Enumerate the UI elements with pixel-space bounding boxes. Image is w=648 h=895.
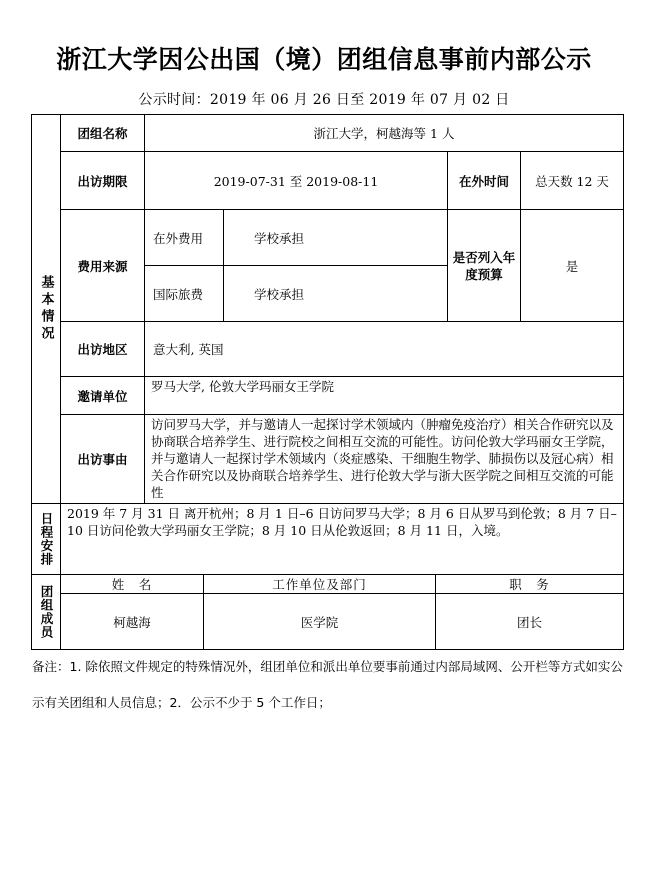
region-label: 出访地区 [60, 321, 144, 376]
member-name: 柯越海 [60, 593, 203, 649]
member-unit: 医学院 [203, 593, 435, 649]
funding-label: 费用来源 [60, 209, 144, 321]
funding-source-abroad: 学校承担 [223, 209, 447, 265]
member-position: 团长 [435, 593, 623, 649]
members-header-unit: 工作单位及部门 [203, 574, 435, 593]
funding-type-travel: 国际旅费 [144, 265, 223, 321]
purpose-value: 访问罗马大学，并与邀请人一起探讨学术领域内（肿瘤免疫治疗）相关合作研究以及协商联合培养学生、进行院校之间相互交流的可能性。访问伦敦大学玛丽女王学院，并与邀请人一起探讨学术领域内（炎症感染、干细胞生物学、肺损伤以及冠心病）相关合作研究以及协商联合培养学生、进行伦敦大学与浙大医学院之间相互交流的可能性 [144, 414, 623, 503]
schedule-value: 2019 年 7 月 31 日 离开杭州；8 月 1 日–6 日访问罗马大学；8 月 6 日从罗马到伦敦；8 月 7 日–10 日访问伦敦大学玛丽女王学院；8 月 10 日从伦敦返回；8 月 11 日，入境。 [60, 503, 623, 574]
table-outer-border [31, 114, 624, 650]
section-basic-info: 基本情况 [31, 114, 60, 503]
period-label: 出访期限 [60, 151, 144, 209]
group-name-value: 浙江大学，柯越海等 1 人 [144, 114, 623, 151]
abroad-time-value: 总天数 12 天 [520, 151, 623, 209]
funding-type-abroad: 在外费用 [144, 209, 223, 265]
inviter-value: 罗马大学, 伦敦大学玛丽女王学院 [144, 376, 623, 414]
section-members: 团组成员 [31, 574, 60, 649]
purpose-label: 出访事由 [60, 414, 144, 503]
abroad-time-label: 在外时间 [447, 151, 520, 209]
note-line-1: 备注：1. 除依照文件规定的特殊情况外，组团单位和派出单位要事前通过内部局域网、公开栏等方式如实公 [32, 659, 623, 674]
region-value: 意大利, 英国 [144, 321, 623, 376]
members-header-position: 职 务 [435, 574, 623, 593]
publish-time: 公示时间：2019 年 06 月 26 日至 2019 年 07 月 02 日 [138, 92, 510, 108]
note-line-2: 示有关团组和人员信息；2．公示不少于 5 个工作日； [32, 695, 331, 710]
section-schedule: 日程安排 [31, 503, 60, 574]
budget-label: 是否列入年度预算 [447, 209, 520, 321]
page-title: 浙江大学因公出国（境）团组信息事前内部公示 [56, 45, 592, 74]
funding-source-travel: 学校承担 [223, 265, 447, 321]
period-value: 2019-07-31 至 2019-08-11 [144, 151, 447, 209]
inviter-label: 邀请单位 [60, 376, 144, 414]
members-header-name: 姓 名 [60, 574, 203, 593]
budget-value: 是 [520, 209, 623, 321]
group-name-label: 团组名称 [60, 114, 144, 151]
